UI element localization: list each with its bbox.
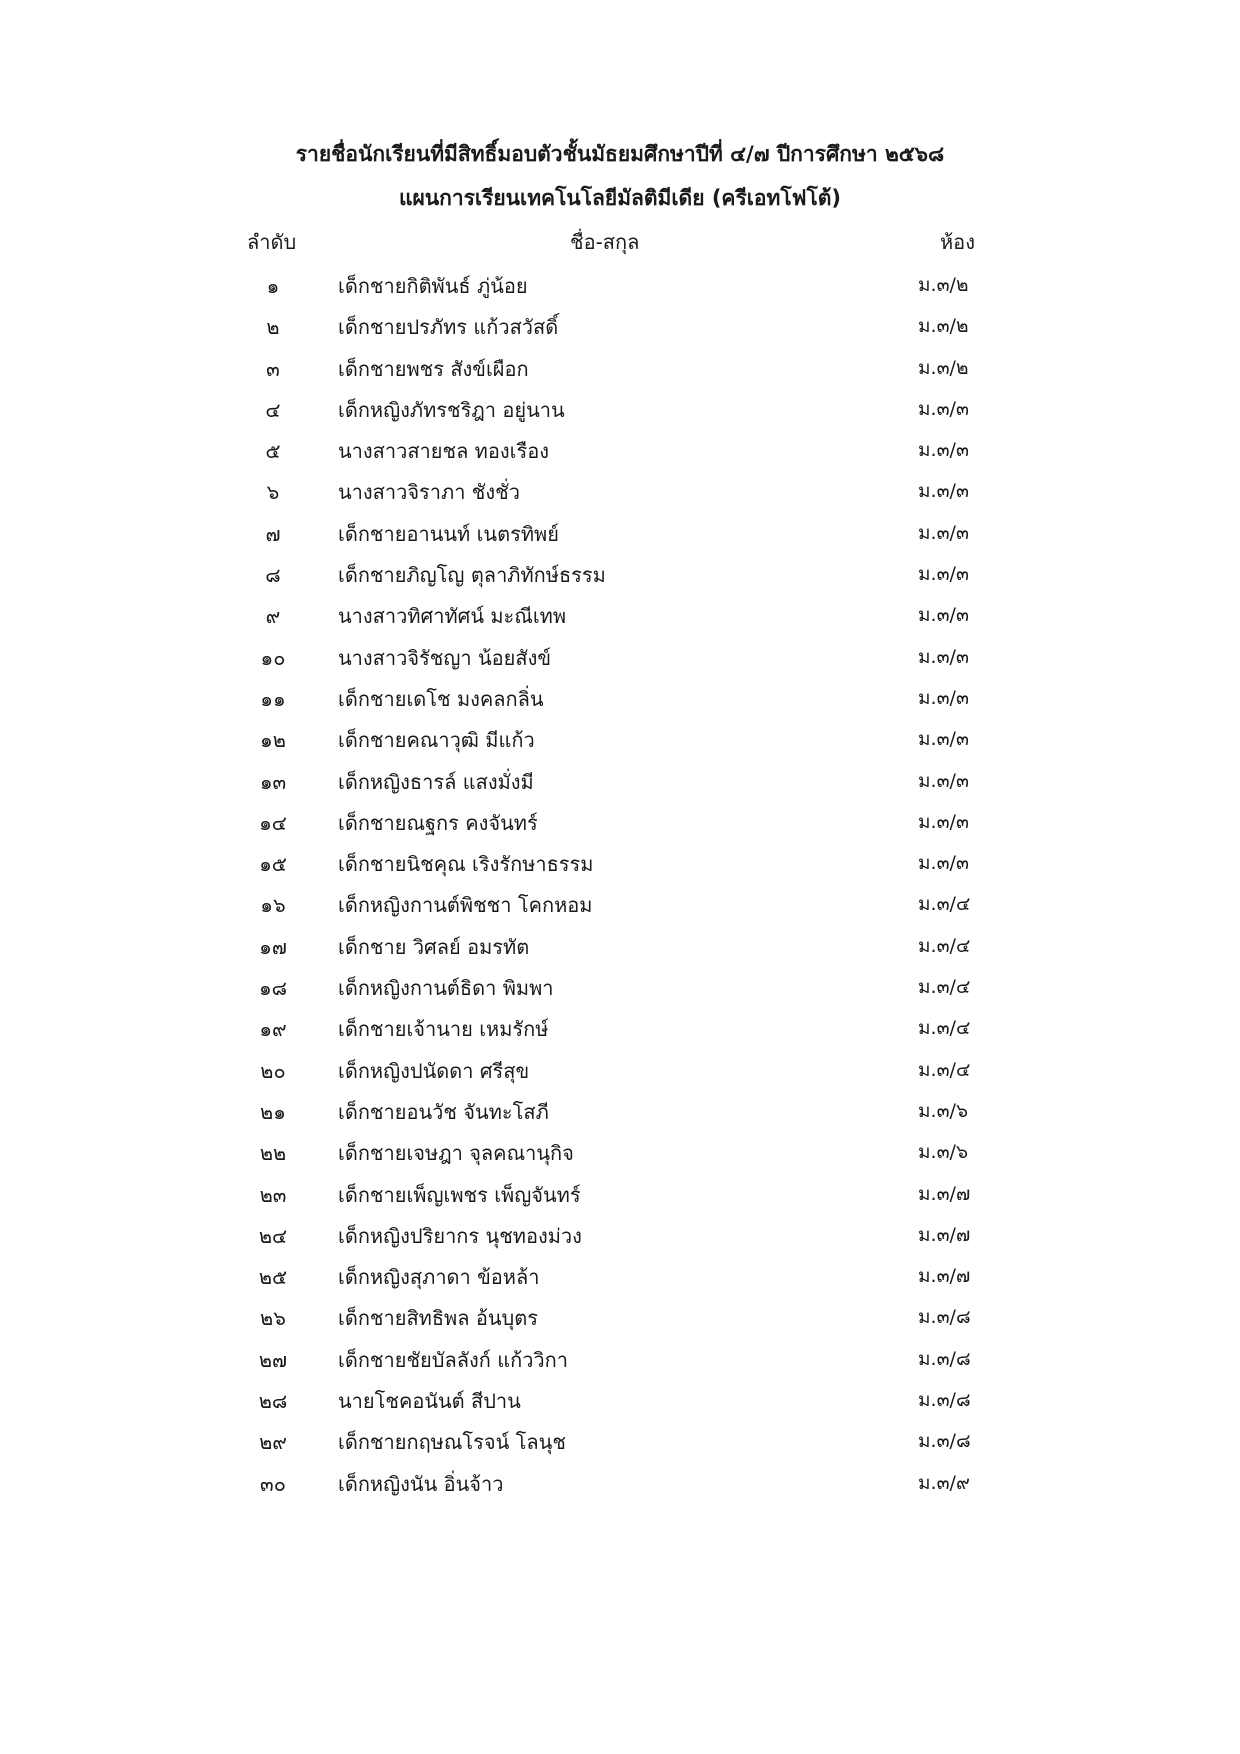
room-cell: ม.๓/๓: [918, 397, 969, 420]
row-number: ๒: [266, 315, 280, 340]
row-number: ๘: [265, 563, 281, 588]
room-cell: ม.๓/๔: [918, 1058, 971, 1081]
table-row: [0, 885, 1240, 926]
row-number: ๒๑: [260, 1099, 286, 1124]
student-name: เด็กชายอานนท์ เนตรทิพย์: [338, 521, 559, 546]
student-name: เด็กชายเจษฎา จุลคณานุกิจ: [338, 1141, 574, 1166]
table-row: [0, 266, 1240, 307]
row-number: ๑๕: [259, 852, 287, 877]
table-row: [0, 1464, 1240, 1505]
student-name: เด็กชาย วิศลย์ อมรทัต: [338, 934, 530, 959]
row-number: ๑๘: [258, 976, 288, 1001]
room-cell: ม.๓/๒: [918, 356, 969, 379]
table-row: [0, 349, 1240, 390]
student-name: เด็กชายนิชคุณ เริงรักษาธรรม: [338, 852, 594, 877]
room-cell: ม.๓/๗: [918, 1182, 971, 1205]
student-name: นายโชคอนันต์ สีปาน: [338, 1389, 521, 1414]
room-cell: ม.๓/๘: [918, 1306, 971, 1329]
row-number: ๒๓: [259, 1182, 287, 1207]
room-cell: ม.๓/๓: [918, 439, 969, 462]
student-name: เด็กชายเจ้านาย เหมรักษ์: [338, 1017, 549, 1042]
student-name: เด็กชายภิญโญ ตุลาภิทักษ์ธรรม: [338, 563, 606, 588]
student-name: นางสาวจิราภา ชังชั่ว: [338, 480, 520, 505]
table-row: [0, 1133, 1240, 1174]
row-number: ๓: [266, 356, 280, 381]
header-name: ชื่อ-สกุล: [570, 230, 640, 254]
student-name: เด็กหญิงธารล์ แสงมั่งมี: [338, 769, 534, 794]
table-row: [0, 720, 1240, 761]
student-name: เด็กชายณฐกร คงจันทร์: [338, 810, 538, 835]
row-number: ๑: [266, 274, 280, 298]
student-name: นางสาวสายชล ทองเรือง: [338, 439, 549, 464]
table-row: [0, 803, 1240, 844]
row-number: ๑๔: [259, 810, 287, 835]
row-number: ๒๙: [259, 1430, 287, 1455]
table-row: [0, 307, 1240, 348]
table-row: [0, 1298, 1240, 1339]
student-list: [0, 266, 1240, 1505]
room-cell: ม.๓/๓: [918, 480, 969, 503]
row-number: ๑๓: [259, 769, 287, 794]
student-name: เด็กชายกฤษณโรจน์ โลนุช: [338, 1430, 566, 1455]
row-number: ๑๑: [260, 686, 286, 711]
header-room: ห้อง: [940, 230, 975, 254]
table-row: [0, 1175, 1240, 1216]
row-number: ๓๐: [260, 1471, 286, 1496]
row-number: ๑๙: [259, 1017, 287, 1042]
room-cell: ม.๓/๖: [918, 1141, 969, 1164]
row-number: ๑๒: [260, 728, 286, 753]
room-cell: ม.๓/๔: [918, 1017, 971, 1040]
student-name: เด็กหญิงภัทรชริฎา อยู่นาน: [338, 397, 565, 422]
row-number: ๒๗: [258, 1347, 288, 1372]
row-number: ๙: [265, 604, 281, 629]
room-cell: ม.๓/๓: [918, 810, 969, 833]
table-row: [0, 1051, 1240, 1092]
table-row: [0, 1092, 1240, 1133]
row-number: ๒๖: [260, 1306, 286, 1331]
table-row: [0, 1422, 1240, 1463]
student-name: เด็กชายพชร สังข์เผือก: [338, 356, 529, 381]
student-name: นางสาวทิศาทัศน์ มะณีเทพ: [338, 604, 567, 629]
table-row: [0, 431, 1240, 472]
room-cell: ม.๓/๓: [918, 728, 969, 751]
room-cell: ม.๓/๓: [918, 521, 969, 544]
table-row: [0, 472, 1240, 513]
row-number: ๒๐: [260, 1058, 286, 1083]
row-number: ๕: [265, 439, 281, 464]
table-row: [0, 968, 1240, 1009]
student-name: เด็กชายสิทธิพล อ้นบุตร: [338, 1306, 538, 1331]
row-number: ๑๗: [259, 934, 287, 959]
student-name: เด็กชายปรภัทร แก้วสวัสดิ์: [338, 315, 559, 340]
student-name: เด็กหญิงปนัดดา ศรีสุข: [338, 1058, 530, 1083]
header-no: ลำดับ: [247, 230, 297, 254]
row-number: ๖: [266, 480, 280, 505]
room-cell: ม.๓/๔: [918, 934, 971, 957]
room-cell: ม.๓/๒: [918, 274, 969, 296]
room-cell: ม.๓/๔: [918, 976, 971, 999]
table-row: [0, 514, 1240, 555]
document-subtitle: แผนการเรียนเทคโนโลยีมัลติมีเดีย (ครีเอทโฟโต้): [398, 186, 842, 210]
student-name: เด็กชายคณาวุฒิ มีแก้ว: [338, 728, 535, 753]
room-cell: ม.๓/๓: [918, 769, 969, 792]
student-name: เด็กชายกิติพันธ์ ภู่น้อย: [338, 274, 528, 298]
room-cell: ม.๓/๗: [918, 1223, 971, 1246]
room-cell: ม.๓/๓: [918, 563, 969, 586]
row-number: ๒๒: [259, 1141, 287, 1166]
table-row: [0, 844, 1240, 885]
room-cell: ม.๓/๔: [918, 893, 971, 916]
room-cell: ม.๓/๙: [918, 1471, 970, 1494]
table-row: [0, 596, 1240, 637]
student-name: เด็กชายชัยบัลลังก์ แก้ววิกา: [338, 1347, 568, 1372]
table-row: [0, 1340, 1240, 1381]
room-cell: ม.๓/๘: [918, 1430, 971, 1453]
table-row: [0, 927, 1240, 968]
row-number: ๔: [265, 397, 281, 422]
student-name: เด็กหญิงกานต์ธิดา พิมพา: [338, 976, 554, 1001]
room-cell: ม.๓/๘: [918, 1389, 971, 1412]
student-name: นางสาวจิรัชญา น้อยสังข์: [338, 645, 552, 670]
table-row: [0, 1381, 1240, 1422]
room-cell: ม.๓/๓: [918, 686, 969, 709]
student-name: เด็กชายอนวัช จันทะโสภี: [338, 1099, 549, 1124]
document-title: รายชื่อนักเรียนที่มีสิทธิ์มอบตัวชั้นมัธยมศึกษาปีที่ ๔/๗ ปีการศึกษา ๒๕๖๘: [295, 142, 945, 166]
row-number: ๒๕: [258, 1265, 288, 1290]
room-cell: ม.๓/๓: [918, 852, 969, 875]
table-row: [0, 1216, 1240, 1257]
student-name: เด็กชายเดโช มงคลกลิ่น: [338, 686, 544, 711]
student-name: เด็กหญิงกานต์พิชชา โคกหอม: [338, 893, 593, 918]
table-row: [0, 679, 1240, 720]
table-row: [0, 1009, 1240, 1050]
table-row: [0, 638, 1240, 679]
row-number: ๑๐: [260, 645, 286, 670]
student-name: เด็กหญิงปริยากร นุชทองม่วง: [338, 1223, 582, 1248]
room-cell: ม.๓/๘: [918, 1347, 971, 1370]
student-name: เด็กหญิงนัน อิ่นจ้าว: [338, 1471, 504, 1496]
row-number: ๗: [265, 521, 281, 546]
table-row: [0, 762, 1240, 803]
student-name: เด็กหญิงสุภาดา ข้อหล้า: [338, 1265, 540, 1290]
table-row: [0, 390, 1240, 431]
row-number: ๒๘: [258, 1389, 288, 1414]
table-row: [0, 555, 1240, 596]
room-cell: ม.๓/๗: [918, 1265, 971, 1288]
table-row: [0, 1257, 1240, 1298]
student-name: เด็กชายเพ็ญเพชร เพ็ญจันทร์: [338, 1182, 581, 1207]
room-cell: ม.๓/๒: [918, 315, 969, 338]
row-number: ๑๖: [260, 893, 286, 918]
room-cell: ม.๓/๓: [918, 604, 969, 627]
room-cell: ม.๓/๓: [918, 645, 969, 668]
room-cell: ม.๓/๖: [918, 1099, 969, 1122]
row-number: ๒๔: [258, 1223, 288, 1248]
